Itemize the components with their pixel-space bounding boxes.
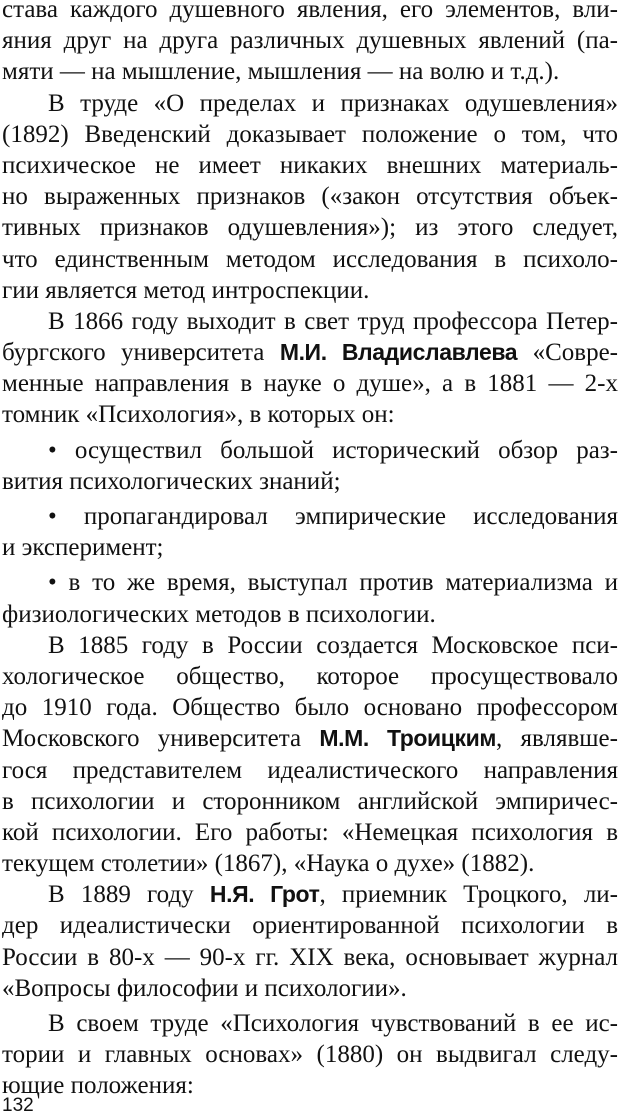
- paragraph-4: [2, 630, 618, 880]
- text-line: става каждого душевного явления, его элементов, вли-: [2, 0, 618, 23]
- author-name-troitsky: М.М. Троицким: [319, 725, 496, 752]
- bullet-item-2: [2, 501, 618, 563]
- text-line: В своем труде «Психология чувствований в ее ис-: [48, 1010, 618, 1037]
- paragraph-6: [2, 1008, 618, 1102]
- text-line: текущем столетии» (1867), «Наука о духе» (1882).: [2, 850, 535, 878]
- text-run: В 1889 году: [48, 881, 210, 909]
- text-line: [2, 879, 618, 910]
- paragraph-1: [2, 0, 618, 88]
- page-body-text: [2, 0, 618, 1102]
- paragraph-2: [2, 88, 618, 306]
- text-line: тории и главных основах» (1880) он выдвигал следу-: [2, 1041, 618, 1069]
- text-run: Московского университета: [2, 725, 320, 753]
- author-name-grot: Н.Я. Грот: [209, 881, 320, 908]
- text-line: [2, 723, 618, 754]
- bullet-item-3: [2, 567, 618, 629]
- text-line: • пропагандировал эмпирические исследования: [48, 503, 618, 530]
- text-line: физиологических методов в психологии.: [2, 600, 436, 628]
- text-line: и эксперимент;: [2, 534, 164, 562]
- text-line: (1892) Введенский доказывает положение о том, что: [2, 120, 618, 148]
- text-line: до 1910 года. Общество было основано профессором: [2, 694, 618, 722]
- text-line: менные направления в науке о душе», а в 1881 — 2-х: [2, 370, 618, 398]
- text-line: вития психологических знаний;: [2, 467, 341, 495]
- paragraph-3: [2, 306, 618, 431]
- text-run: , приемник Троцкого, ли-: [319, 881, 618, 909]
- text-line: томник «Психология», в которых он:: [2, 401, 395, 429]
- text-line: России в 80-х — 90-х гг. XIX века, основывает журнал: [2, 943, 618, 971]
- text-line: что единственным методом исследования в психоло-: [2, 245, 618, 273]
- text-line: • осуществил большой исторический обзор раз-: [48, 436, 618, 464]
- text-line: тивных признаков одушевления»); из этого следует,: [2, 214, 618, 242]
- text-line: мяти — на мышление, мышления — на волю и т.д.).: [2, 58, 560, 86]
- text-line: В 1866 году выходит в свет труд профессора Петер-: [48, 307, 618, 335]
- text-line: В труде «О пределах и признаках одушевления»: [48, 89, 618, 117]
- text-run: бургского университета: [2, 339, 280, 367]
- author-name-vladislavlev: М.И. Владиславлева: [279, 339, 518, 366]
- page-number: 132: [2, 1095, 34, 1116]
- text-line: яния друг на друга различных душевных явлений (па-: [2, 27, 618, 55]
- text-line: • в то же время, выступал против материализма и: [48, 569, 618, 597]
- text-line: «Вопросы философии и психологии».: [2, 974, 407, 1002]
- text-line: кой психологии. Его работы: «Немецкая психология в: [2, 818, 618, 846]
- text-line: гии является метод интроспекции.: [2, 276, 370, 304]
- text-run: , являвше-: [495, 725, 618, 753]
- text-line: психическое не имеет никаких внешних материаль-: [2, 151, 618, 179]
- text-line: В 1885 году в России создается Московское пси-: [48, 631, 618, 659]
- bullet-item-1: [2, 435, 618, 497]
- text-line: дер идеалистически ориентированной психологии в: [2, 912, 618, 940]
- text-line: хологическое общество, которое просуществовало: [2, 662, 618, 690]
- text-line: гося представителем идеалистического направления: [2, 756, 618, 784]
- text-line: ющие положения:: [2, 1072, 194, 1100]
- paragraph-5: [2, 879, 618, 1004]
- text-line: [2, 337, 618, 368]
- text-line: но выраженных признаков («закон отсутствия объек-: [2, 183, 618, 211]
- text-line: в психологии и сторонником английской эмпиричес-: [2, 787, 618, 815]
- text-run: «Совре-: [517, 339, 618, 367]
